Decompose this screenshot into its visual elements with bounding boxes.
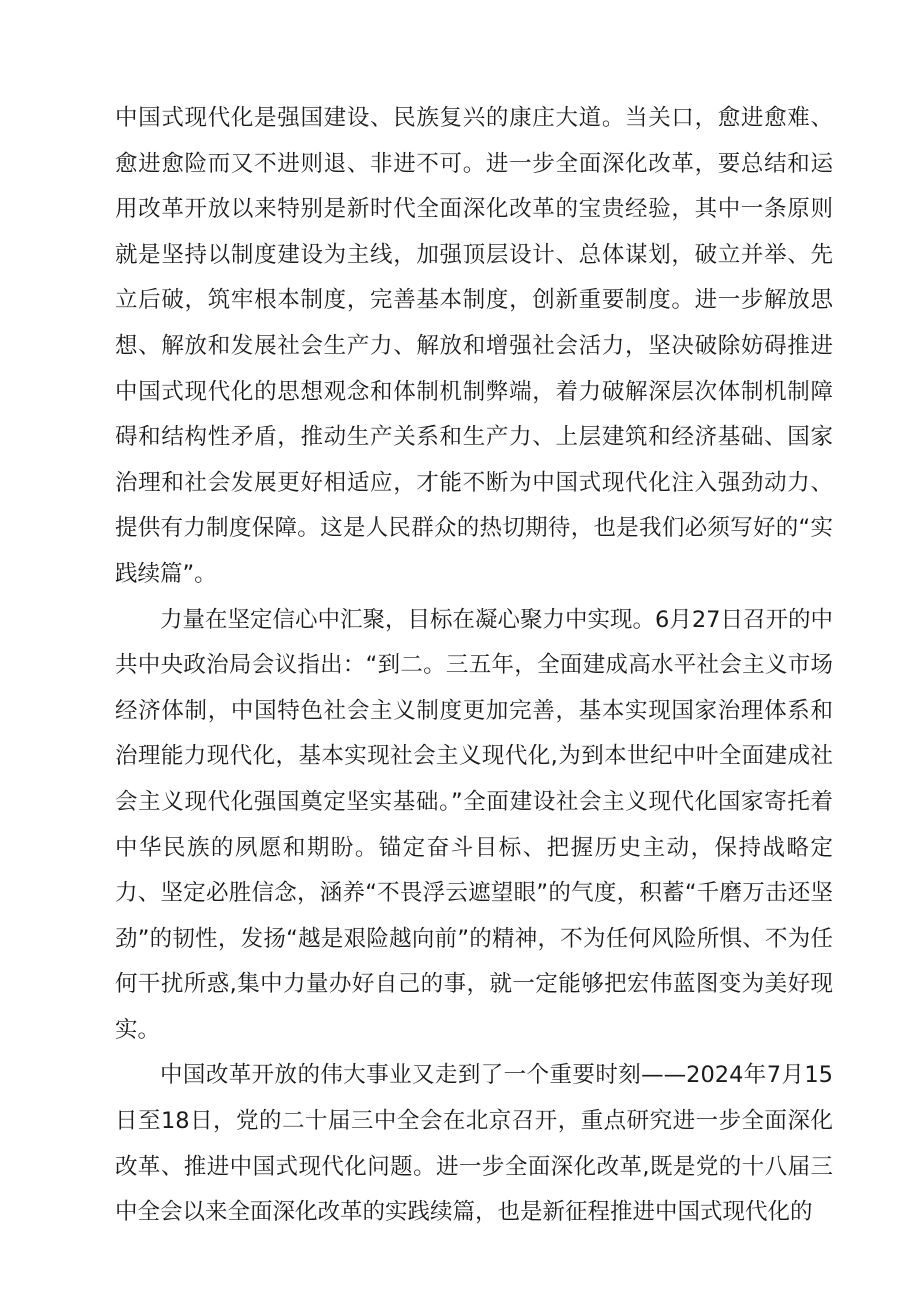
paragraph-3: 中国改革开放的伟大事业又走到了一个重要时刻——2024年7月15日至18日，党的二十届三中全会在北京召开，重点研究进一步全面深化改革、推进中国式现代化问题。进一步全面深化改革,既是党的十八届三中全会以来全面深化改革的实践续篇，也是新征程推进中国式现代化的 (115, 1062, 833, 1226)
paragraph-1: 中国式现代化是强国建设、民族复兴的康庄大道。当关口，愈进愈难、愈进愈险而又不进则退、非进不可。进一步全面深化改革，要总结和运用改革开放以来特别是新时代全面深化改革的宝贵经验，其中一条原则就是坚持以制度建设为主线，加强顶层设计、总体谋划，破立并举、先立后破，筑牢根本制度，完善基本制度，创新重要制度。进一步解放思想、解放和发展社会生产力、解放和增强社会活力，坚决破除妨碍推进中国式现代化的思想观念和体制机制弊端，着力破解深层次体制机制障碍和结构性矛盾，推动生产关系和生产力、上层建筑和经济基础、国家治理和社会发展更好相适应，才能不断为中国式现代化注入强劲动力、提供有力制度保障。这是人民群众的热切期待，也是我们必须写好的“实践续篇”。 (115, 105, 833, 587)
paragraph-2: 力量在坚定信心中汇聚，目标在凝心聚力中实现。6月27日召开的中共中央政治局会议指出：“到二。三五年，全面建成高水平社会主义市场经济体制，中国特色社会主义制度更加完善，基本实现国家治理体系和治理能力现代化，基本实现社会主义现代化,为到本世纪中叶全面建成社会主义现代化强国奠定坚实基础。”全面建设社会主义现代化国家寄托着中华民族的夙愿和期盼。锚定奋斗目标、把握历史主动，保持战略定力、坚定必胜信念，涵养“不畏浮云遮望眼”的气度，积蓄“千磨万击还坚劲”的韧性，发扬“越是艰险越向前”的精神，不为任何风险所惧、不为任何干扰所惑,集中力量办好自己的事，就一定能够把宏伟蓝图变为美好现实。 (115, 606, 833, 1043)
document-body (115, 96, 833, 1236)
